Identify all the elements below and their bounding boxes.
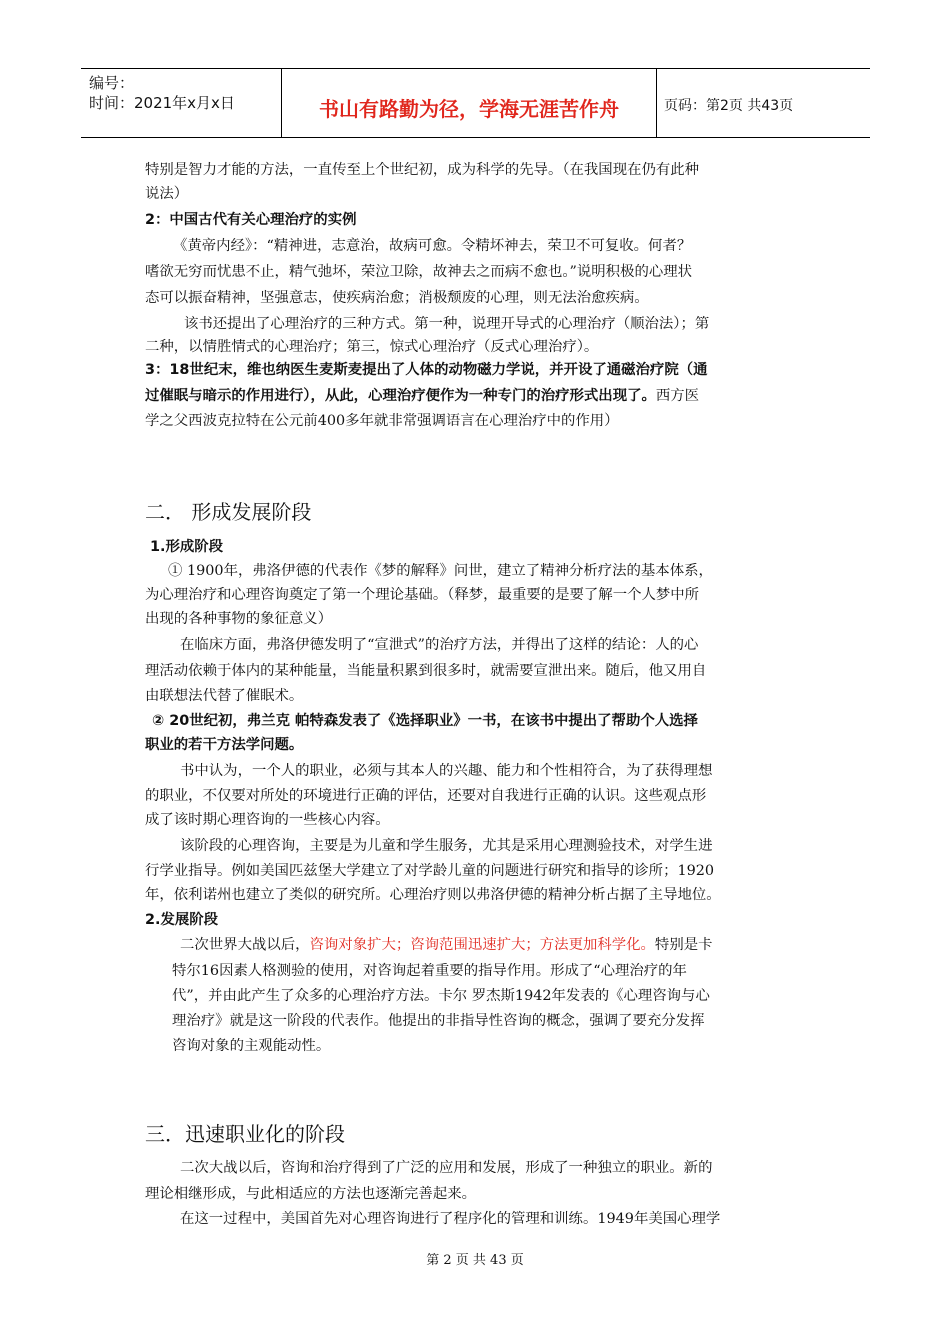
text-line: 代”，并由此产生了众多的心理治疗方法。卡尔 罗杰斯1942年发表的《心理咨询与心 [172,988,710,1004]
bold-span: 过催眠与暗示的作用进行），从此，心理治疗便作为一种专门的治疗形式出现了。 [145,388,656,404]
time-label: 时间：2021年x月x日 [89,94,235,112]
subheading: 1.形成阶段 [150,539,224,555]
subheading: 2.发展阶段 [145,912,219,928]
text-line: 二种，以情胜情式的心理治疗；第三，惊式心理治疗（反式心理治疗）。 [145,339,599,355]
text-line [180,935,713,955]
page-footer: 第 2 页 共 43 页 [426,1253,524,1268]
text-line: 咨询对象的主观能动性。 [172,1038,331,1054]
text-line: 年，依利诺州也建立了类似的研究所。心理治疗则以弗洛伊德的精神分析占据了主导地位。 [145,887,721,903]
text-line: 在这一过程中，美国首先对心理咨询进行了程序化的管理和训练。1949年美国心理学 [180,1211,721,1227]
text-span: 特别是卡 [654,937,713,953]
text-line: 二次大战以后，咨询和治疗得到了广泛的应用和发展，形成了一种独立的职业。新的 [180,1160,713,1176]
text-line: 特别是智力才能的方法，一直传至上个世纪初，成为科学的先导。（在我国现在仍有此种 [145,162,700,178]
page-info: 页码：第2页 共43页 [664,98,794,114]
highlight-span: 咨询对象扩大；咨询范围迅速扩大；方法更加科学化。 [309,937,655,953]
text-line: 说法） [145,186,189,202]
text-span: 西方医 [655,388,700,404]
text-line: 的职业，不仅要对所处的环境进行正确的评估，还要对自我进行正确的认识。这些观点形 [145,788,707,804]
text-line: 书中认为，一个人的职业，必须与其本人的兴趣、能力和个性相符合，为了获得理想 [180,763,713,779]
bold-line: 3：18世纪末，维也纳医生麦斯麦提出了人体的动物磁力学说，并开设了通磁治疗院（通 [145,362,708,378]
header-table [81,68,870,138]
header-meta-cell [81,69,282,137]
text-line: 该阶段的心理咨询，主要是为儿童和学生服务，尤其是采用心理测验技术，对学生进 [180,838,713,854]
text-line: 嗜欲无穷而忧患不止，精气弛坏，荣泣卫除，故神去之而病不愈也。”说明积极的心理状 [145,264,693,280]
section-heading: 二． 形成发展阶段 [145,500,312,524]
text-line: 出现的各种事物的象征意义） [145,611,333,627]
text-line: 态可以振奋精神，坚强意志，使疾病治愈；消极颓废的心理，则无法治愈疾病。 [145,290,649,306]
text-line: ① 1900年，弗洛伊德的代表作《梦的解释》问世，建立了精神分析疗法的基本体系， [168,563,713,579]
subheading: 2：中国古代有关心理治疗的实例 [145,212,357,228]
motto: 书山有路勤为径，学海无涯苦作舟 [319,97,619,121]
bold-line: 职业的若干方法学问题。 [145,737,304,753]
text-line: 行学业指导。例如美国匹兹堡大学建立了对学龄儿童的问题进行研究和指导的诊所；1920 [145,863,715,879]
text-line: 特尔16因素人格测验的使用，对咨询起着重要的指导作用。形成了“心理治疗的年 [172,963,687,979]
text-line: 理论相继形成，与此相适应的方法也逐渐完善起来。 [145,1186,476,1202]
bold-line: ② 20世纪初，弗兰克 帕特森发表了《选择职业》一书，在该书中提出了帮助个人选择 [152,713,698,729]
text-line: 《黄帝内经》：“精神进，志意治，故病可愈。令精坏神去，荣卫不可复收。何者？ [173,238,692,254]
text-line: 理活动依赖于体内的某种能量，当能量积累到很多时，就需要宣泄出来。随后，他又用自 [145,663,707,679]
header-motto-cell [282,69,657,137]
text-line: 理治疗》就是这一阶段的代表作。他提出的非指导性咨询的概念，强调了要充分发挥 [172,1013,705,1029]
text-line: 成了该时期心理咨询的一些核心内容。 [145,812,390,828]
text-line: 由联想法代替了催眠术。 [145,688,304,704]
text-line: 为心理治疗和心理咨询奠定了第一个理论基础。（释梦，最重要的是要了解一个人梦中所 [145,587,700,603]
text-line [145,386,699,406]
text-line: 在临床方面，弗洛伊德发明了“宣泄式”的治疗方法，并得出了这样的结论：人的心 [180,637,699,653]
code-label: 编号： [89,74,135,92]
section-heading: 三．迅速职业化的阶段 [145,1122,345,1146]
text-line: 该书还提出了心理治疗的三种方式。第一种，说理开导式的心理治疗（顺治法）；第 [184,316,710,332]
text-line: 学之父西波克拉特在公元前400多年就非常强调语言在心理治疗中的作用） [145,413,619,429]
text-span: 二次世界大战以后， [180,937,310,953]
